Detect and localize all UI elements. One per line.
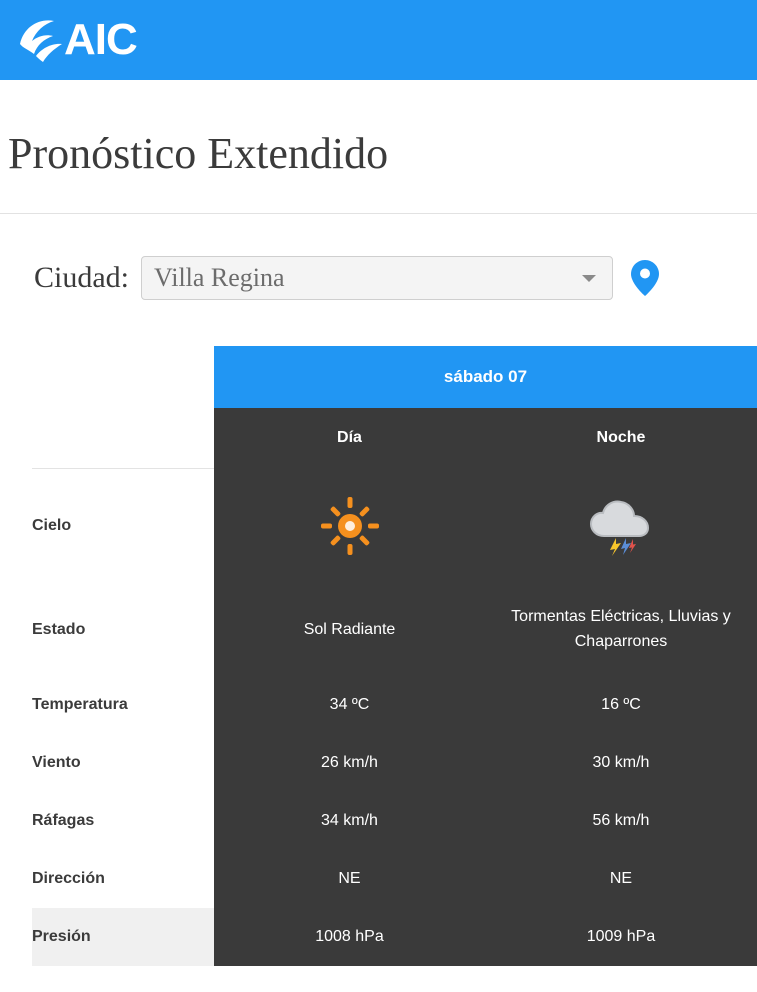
row-label-temperatura: Temperatura [32, 696, 128, 713]
aic-logo[interactable] [14, 14, 137, 66]
viento-day-cell: 26 km/h [214, 734, 485, 792]
chevron-down-icon [582, 275, 596, 282]
table-row [32, 734, 757, 792]
row-label-estado: Estado [32, 621, 86, 638]
cielo-day-cell [214, 468, 485, 584]
temperatura-day-cell: 34 ºC [214, 676, 485, 734]
table-row-subheader [32, 408, 757, 468]
wave-bird-logo-icon [14, 14, 68, 66]
city-label: Ciudad: [34, 261, 129, 294]
column-header-night: Noche [485, 408, 757, 468]
table-row [32, 792, 757, 850]
cielo-night-cell [485, 468, 757, 584]
city-select-value: Villa Regina [154, 263, 285, 292]
rafagas-day-cell: 34 km/h [214, 792, 485, 850]
row-label-direccion: Dirección [32, 870, 105, 887]
viento-night-cell: 30 km/h [485, 734, 757, 792]
direccion-night-cell: NE [485, 850, 757, 908]
day-header-cell: sábado 07 [214, 346, 757, 408]
city-selector-row [0, 256, 757, 300]
table-row [32, 676, 757, 734]
thunderstorm-cloud-icon [588, 496, 654, 556]
estado-day-cell: Sol Radiante [214, 584, 485, 676]
presion-day-cell: 1008 hPa [214, 908, 485, 966]
column-header-day: Día [214, 408, 485, 468]
row-label-cielo: Cielo [32, 468, 214, 584]
rafagas-night-cell: 56 km/h [485, 792, 757, 850]
row-label-presion: Presión [32, 908, 214, 966]
logo-text: AIC [64, 15, 137, 64]
row-label-viento: Viento [32, 754, 81, 771]
row-label-rafagas: Ráfagas [32, 812, 95, 829]
temperatura-night-cell: 16 ºC [485, 676, 757, 734]
presion-night-cell: 1009 hPa [485, 908, 757, 966]
table-row [32, 850, 757, 908]
sun-icon [320, 496, 380, 556]
map-pin-icon[interactable] [631, 260, 659, 296]
forecast-table-container [0, 346, 757, 966]
table-row [32, 908, 757, 966]
corner-cell [32, 346, 214, 408]
table-row [32, 468, 757, 584]
title-divider [0, 213, 757, 214]
app-header [0, 0, 757, 80]
subheader-blank-cell [32, 408, 214, 468]
table-row [32, 584, 757, 676]
estado-night-cell: Tormentas Eléctricas, Lluvias y Chaparrones [485, 584, 757, 676]
direccion-day-cell: NE [214, 850, 485, 908]
forecast-table [32, 346, 757, 966]
page-title: Pronóstico Extendido [8, 129, 389, 178]
city-select[interactable] [141, 256, 613, 300]
table-row-day-header [32, 346, 757, 408]
